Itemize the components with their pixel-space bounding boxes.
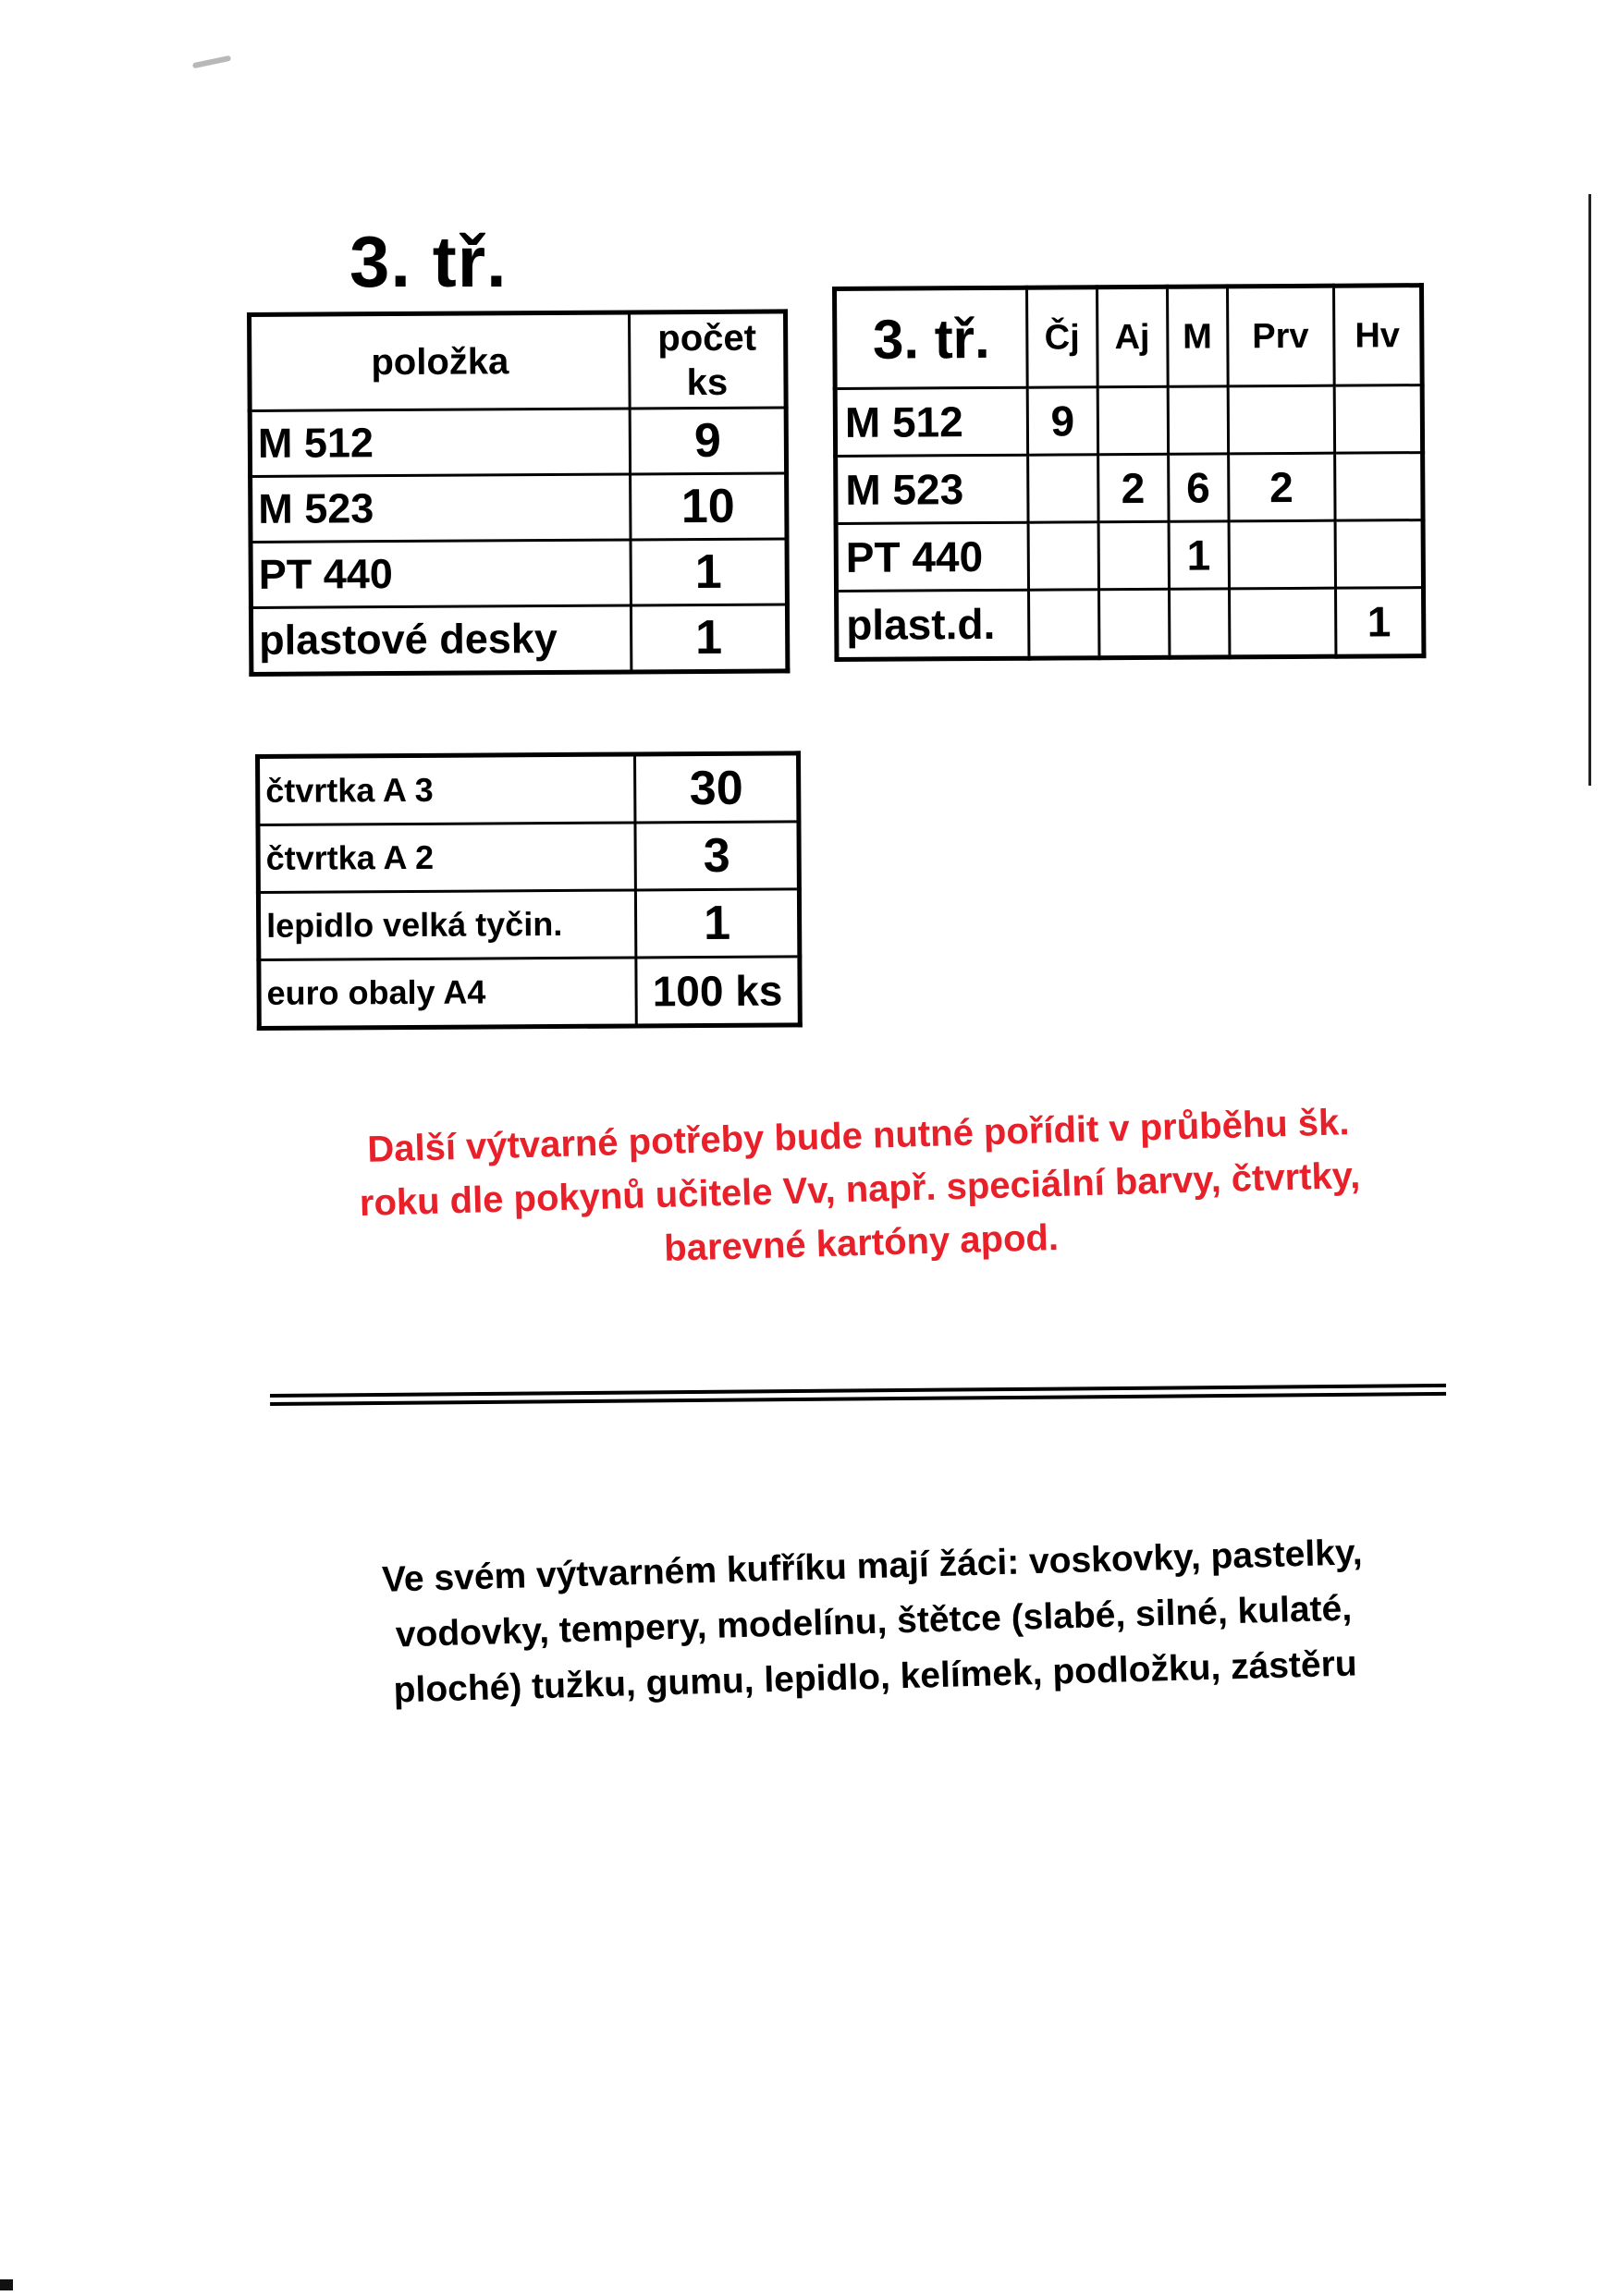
subject-header: Prv: [1227, 286, 1334, 386]
count-column-header-line1: počet: [657, 317, 757, 360]
subject-cell: 1: [1335, 588, 1424, 657]
table-row: [258, 822, 799, 893]
subject-header: M: [1167, 287, 1228, 386]
item-name: M 512: [835, 387, 1027, 456]
scan-corner-mark: [0, 2279, 13, 2290]
table-row: [258, 889, 799, 960]
item-qty: 10: [631, 473, 787, 540]
item-name: plast.d.: [837, 590, 1029, 659]
note-line: barevné kartóny apod.: [663, 1217, 1060, 1269]
subject-cell: [1228, 385, 1334, 454]
table-row: [259, 957, 800, 1029]
item-qty: 30: [635, 753, 799, 823]
subject-cell: [1098, 589, 1169, 657]
item-qty: 1: [631, 539, 787, 605]
table-row: [251, 539, 787, 608]
subjects-table-header: [835, 286, 1423, 389]
page-edge-line: [1588, 194, 1591, 786]
table-row: [258, 753, 799, 825]
subject-cell: [1335, 520, 1424, 589]
page-title: 3. tř.: [349, 221, 508, 302]
subject-cell: [1229, 588, 1335, 657]
subject-cell: [1169, 589, 1230, 657]
item-name: čtvrtka A 2: [258, 823, 635, 892]
subject-cell: 6: [1168, 454, 1229, 521]
table-row: [835, 385, 1422, 457]
count-column-header-line2: ks: [686, 361, 729, 404]
subject-cell: 1: [1169, 521, 1230, 589]
item-name: M 512: [250, 409, 630, 477]
table-row: [251, 473, 787, 543]
item-column-header: položka: [250, 312, 631, 411]
class-label: 3. tř.: [835, 287, 1028, 388]
subject-cell: [1098, 521, 1169, 589]
subject-cell: [1334, 453, 1423, 521]
subject-cell: 2: [1097, 454, 1168, 521]
art-supplies-note: [266, 1093, 1453, 1287]
subject-cell: [1029, 590, 1099, 658]
note-line: vodovky, tempery, modelínu, štětce (slabé, silné, kulaté,: [395, 1588, 1353, 1655]
note-line: ploché) tužku, gumu, lepidlo, kelímek, podložku, zástěru: [393, 1643, 1358, 1711]
note-line: Další výtvarné potřeby bude nutné pořídit v průběhu šk.: [366, 1102, 1350, 1170]
subject-cell: 2: [1228, 453, 1334, 521]
table-row: [251, 605, 787, 675]
item-name: M 523: [836, 455, 1028, 523]
subject-cell: [1028, 455, 1098, 522]
subject-cell: 9: [1027, 387, 1097, 455]
item-name: lepidlo velká tyčin.: [258, 890, 635, 959]
item-name: čtvrtka A 3: [258, 754, 635, 824]
items-table-header: [250, 311, 787, 411]
item-qty: 3: [635, 822, 799, 890]
item-qty: 1: [631, 605, 787, 672]
double-divider: [270, 1384, 1446, 1407]
item-name: plastové desky: [251, 605, 631, 675]
item-qty: 1: [635, 889, 799, 958]
art-kit-note: [294, 1523, 1454, 1722]
item-qty: 9: [630, 408, 786, 474]
subject-cell: [1097, 386, 1168, 454]
subject-header: Hv: [1333, 286, 1422, 386]
subject-cell: [1168, 386, 1229, 454]
item-name: PT 440: [836, 522, 1028, 591]
item-name: euro obaly A4: [259, 958, 636, 1028]
item-qty: 100 ks: [636, 957, 800, 1026]
count-column-header: [630, 311, 787, 409]
items-table: [247, 309, 790, 677]
subject-header: Čj: [1027, 287, 1097, 387]
subject-cell: [1028, 522, 1098, 590]
item-name: M 523: [251, 474, 631, 543]
table-row: [836, 453, 1423, 524]
art-supplies-table: [255, 751, 803, 1031]
note-line: roku dle pokynů učitele Vv, např. speciální barvy, čtvrtky,: [359, 1154, 1361, 1225]
item-name: PT 440: [251, 540, 631, 608]
table-row: [250, 408, 786, 477]
table-row: [837, 588, 1424, 660]
scan-speck: [192, 55, 231, 69]
table-row: [836, 520, 1423, 592]
subject-cell: [1229, 520, 1335, 589]
note-line: Ve svém výtvarném kufříku mají žáci: voskovky, pastelky,: [381, 1533, 1364, 1600]
subject-header: Aj: [1097, 287, 1167, 386]
subject-cell: [1334, 385, 1423, 454]
subjects-table: [832, 283, 1426, 662]
